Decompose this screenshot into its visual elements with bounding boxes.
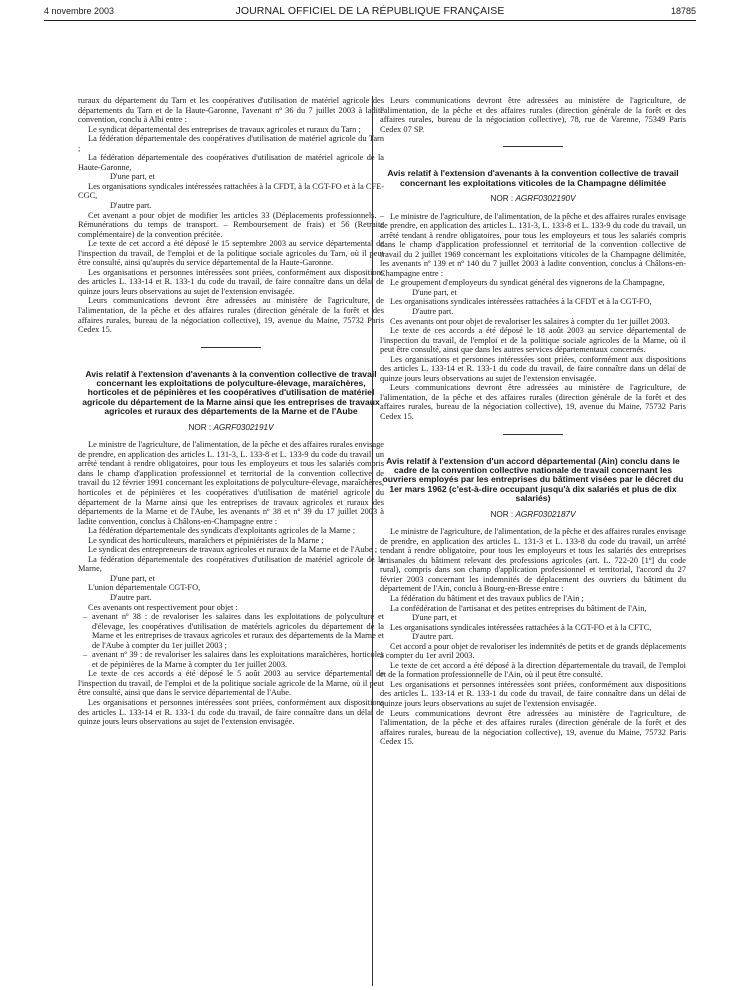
paragraph: D'une part, et bbox=[412, 613, 457, 623]
paragraph: Leurs communications devront être adressées au ministère de l'agriculture, de l'alimentation, de la pêche et des affaires rurales (direction générale de la forêt et des affaires rurales, bureau de la négociation collective), 19, avenue du Maine, 75732 Paris Cedex 15. bbox=[78, 296, 384, 335]
paragraph: La confédération de l'artisanat et des petites entreprises du bâtiment de l'Ain, bbox=[390, 603, 647, 613]
paragraph: Le texte de ces accords a été déposé le 5 août 2003 au service départemental de l'inspection du travail, de l'emploi et de la politique sociale agricole de la Marne, où il peut être consulté, ainsi que dans le service départemental de l'Aube. bbox=[78, 669, 384, 698]
page-header bbox=[44, 4, 696, 20]
paragraph: Cet avenant a pour objet de modifier les articles 33 (Déplacements professionnels. – Rémunérations du temps de transport. – Remboursement de frais) et 56 (Retraite complémentaire) de la convention précitée. bbox=[78, 210, 384, 239]
paragraph: Le syndicat départemental des entreprises de travaux agricoles et ruraux du Tarn ; bbox=[88, 124, 361, 134]
paragraph: Cet accord a pour objet de revaloriser les indemnités de petits et de grands déplacements à compter du 1er avril 2003. bbox=[380, 641, 686, 661]
left-column bbox=[78, 96, 384, 727]
paragraph: Le texte de cet accord a été déposé le 15 septembre 2003 au service départemental de l'inspection du travail, de l'emploi et de la politique sociale agricoles du Tarn, où il peut être consulté, ainsi qu'auprès du service départemental de la Haute-Garonne. bbox=[78, 239, 384, 268]
nor-code: AGRF0302191V bbox=[213, 422, 274, 432]
column-divider bbox=[372, 96, 373, 986]
paragraph: Le ministre de l'agriculture, de l'alimentation, de la pêche et des affaires rurales envisage de prendre, en application des articles L. 131-3 et L. 133-8 du code du travail, un arrêté tendant à rendre obligatoire, pour tous les employeurs et tous les salariés des entreprises artisanales du bâtiment relevant des professions agricoles (art. L. 722-20 [1º] du code rural), compris dans son champ d'application professionnel et territorial, l'accord du 27 février 2003 concernant les indemnités de déplacement des ouvriers du bâtiment du département de l'Ain, conclu à Bourg-en-Bresse entre : bbox=[380, 527, 686, 594]
paragraph: La fédération départementale des coopératives d'utilisation de matériel agricole du Tarn ; bbox=[78, 134, 384, 153]
nor-reference bbox=[380, 194, 686, 204]
paragraph: Le texte de cet accord a été déposé à la direction départementale du travail, de l'emploi et de la formation professionnelle de l'Ain, où il peut être consulté. bbox=[380, 660, 686, 680]
section-separator bbox=[503, 434, 563, 435]
paragraph: Les organisations syndicales intéressées rattachées à la CGT-FO et à la CFTC, bbox=[390, 622, 652, 632]
journal-title: JOURNAL OFFICIEL DE LA RÉPUBLIQUE FRANÇAISE bbox=[235, 5, 505, 17]
section-separator bbox=[201, 347, 261, 348]
nor-reference bbox=[380, 510, 686, 520]
paragraph: Les organisations et personnes intéressées sont priées, conformément aux dispositions des articles L. 133-14 et R. 133-1 du code du travail, de faire connaître dans un délai de quinze jours leurs observations au sujet de l'extension envisagée. bbox=[380, 354, 686, 383]
paragraph: D'une part, et bbox=[110, 573, 155, 583]
paragraph: D'autre part. bbox=[412, 632, 454, 642]
notice-heading: Avis relatif à l'extension d'un accord départemental (Ain) conclu dans le cadre de la convention collective nationale de travail concernant les ouvriers employés par les entreprises du bâtiment visées par le décret du 1er mars 1962 (c'est-à-dire occupant jusqu'à dix salariés et plus de dix salariés) bbox=[382, 455, 684, 504]
nor-label: NOR : bbox=[188, 422, 212, 432]
paragraph: D'une part, et bbox=[412, 287, 457, 297]
paragraph: D'autre part. bbox=[110, 593, 152, 602]
paragraph: Les organisations syndicales intéressées rattachées à la CFDT, à la CGT-FO et à la CFE-CGC, bbox=[78, 181, 384, 201]
paragraph: D'autre part. bbox=[110, 201, 152, 211]
page-number: 18785 bbox=[670, 6, 696, 16]
paragraph: Le ministre de l'agriculture, de l'alimentation, de la pêche et des affaires rurales envisage de prendre, en application des articles L. 131-3, L. 133-8 et L. 133-9 du code du travail, un arrêté tendant à rendre obligatoires, pour tous les employeurs et tous les salariés compris dans le champ d'application professionnel et territorial de la convention collective de travail du 12 février 1991 concernant les exploitations de polyculture-élevage, maraîchères, horticoles et de pépinières et les coopératives d'utilisation de matériel agricole du département de la Marne ainsi que les entreprises de travaux agricoles et ruraux des départements de la Marne et de l'Aube, les avenants nº 38 et nº 39 du 17 juillet 2003 à ladite convention, conclus à Châlons-en-Champagne entre : bbox=[78, 440, 384, 526]
nor-label: NOR : bbox=[490, 509, 514, 519]
paragraph: La fédération départementale des syndicats d'exploitants agricoles de la Marne ; bbox=[88, 526, 356, 536]
list-item: – avenant nº 39 : de revaloriser les salaires dans les exploitations maraîchères, horticoles et de pépinières de la Marne à compter du 1er juillet 2003. bbox=[78, 650, 384, 669]
notice-heading: Avis relatif à l'extension d'avenants à la convention collective de travail concernant les exploitations viticoles de la Champagne délimitée bbox=[387, 168, 679, 188]
paragraph: L'union départementale CGT-FO, bbox=[88, 583, 201, 593]
paragraph: Le groupement d'employeurs du syndicat général des vignerons de la Champagne, bbox=[390, 278, 665, 288]
right-column bbox=[380, 96, 686, 747]
paragraph: La fédération départementale des coopératives d'utilisation de matériel agricole de la Haute-Garonne, bbox=[78, 153, 384, 172]
header-rule bbox=[44, 20, 696, 21]
paragraph: Le ministre de l'agriculture, de l'alimentation, de la pêche et des affaires rurales envisage de prendre, en application des articles L. 131-3, L. 133-8 et L. 133-9 du code du travail, un arrêté tendant à rendre obligatoires, pour tous les employeurs et tous les salariés compris dans le champ d'application professionnel et territorial de la convention collective de travail du 2 juillet 1969 concernant les exploitations viticoles de la Champagne délimitée, les avenants nº 139 et nº 140 du 7 juillet 2003 à ladite convention, conclus à Châlons-en-Champagne entre : bbox=[380, 211, 686, 278]
nor-code: AGRF0302187V bbox=[515, 509, 576, 519]
nor-reference bbox=[78, 423, 384, 433]
nor-code: AGRF0302190V bbox=[515, 194, 576, 203]
paragraph: Ces avenants ont pour objet de revaloriser les salaires à compter du 1er juillet 2003. bbox=[390, 316, 670, 326]
paragraph: La fédération départementale des coopératives d'utilisation de matériel agricole de la Marne, bbox=[78, 554, 384, 574]
paragraph: Leurs communications devront être adressées au ministère de l'agriculture, de l'alimentation, de la pêche et des affaires rurales (direction générale de la forêt et des affaires rurales, bureau de la négociation collective), 78, rue de Varenne, 75349 Paris Cedex 07 SP. bbox=[380, 96, 686, 134]
notice-heading: Avis relatif à l'extension d'avenants à la convention collective de travail concernant les exploitations de polyculture-élevage, maraîchères, horticoles et de pépinières et les coopératives d'utilisation de matériel agricole du département de la Marne ainsi que les entreprises de travaux agricoles et ruraux des départements de la Marne et de l'Aube bbox=[82, 368, 380, 417]
paragraph: Leurs communications devront être adressées au ministère de l'agriculture, de l'alimentation, de la pêche et des affaires rurales (direction générale de la forêt et des affaires rurales, bureau de la négociation collective), 19, avenue du Maine, 75732 Paris Cedex 15. bbox=[380, 708, 686, 747]
paragraph: Les organisations et personnes intéressées sont priées, conformément aux dispositions des articles L. 133-14 et R. 133-1 du code du travail, de faire connaître dans un délai de quinze jours leurs observations au sujet de l'extension envisagée. bbox=[78, 698, 384, 727]
paragraph: Le syndicat des horticulteurs, maraîchers et pépiniéristes de la Marne ; bbox=[88, 535, 324, 545]
paragraph: Les organisations syndicales intéressées rattachées à la CFDT et à la CGT-FO, bbox=[390, 297, 652, 307]
issue-date: 4 novembre 2003 bbox=[44, 6, 115, 16]
section-separator bbox=[503, 146, 563, 147]
list-item: – avenant nº 38 : de revaloriser les salaires dans les exploitations de polyculture et d'élevage, les coopératives d'utilisation de matériels agricoles du département de la Marne et les entreprises de travaux agricoles et ruraux des départements de la Marne et de l'Aube à compter du 1er juillet 2003 ; bbox=[78, 612, 384, 650]
paragraph: Le syndicat des entrepreneurs de travaux agricoles et ruraux de la Marne et de l'Aube ; bbox=[88, 545, 378, 555]
paragraph: Le texte de ces accords a été déposé le 18 août 2003 au service départemental de l'inspection du travail, de l'emploi et de la politique sociale agricoles de la Marne, où il peut être consulté, ainsi que dans les autres services départementaux concernés. bbox=[380, 326, 686, 355]
paragraph: D'une part, et bbox=[110, 172, 155, 182]
nor-label: NOR : bbox=[490, 194, 514, 203]
paragraph: Les organisations et personnes intéressées sont priées, conformément aux dispositions des articles L. 133-14 et R. 133-1 du code du travail, de faire connaître dans un délai de quinze jours leurs observations au sujet de l'extension envisagée. bbox=[78, 267, 384, 296]
paragraph: Ces avenants ont respectivement pour objet : bbox=[88, 602, 238, 612]
paragraph: Les organisations et personnes intéressées sont priées, conformément aux dispositions des articles L. 133-14 et R. 133-1 du code du travail, de faire connaître dans un délai de quinze jours leurs observations au sujet de l'extension envisagée. bbox=[380, 679, 686, 708]
paragraph: ruraux du département du Tarn et les coopératives d'utilisation de matériel agricole des départements du Tarn et de la Haute-Garonne, l'avenant nº 36 du 7 juillet 2003 à ladite convention, conclu à Albi entre : bbox=[78, 96, 384, 125]
paragraph: La fédération du bâtiment et des travaux publics de l'Ain ; bbox=[390, 593, 584, 603]
paragraph: D'autre part. bbox=[412, 307, 454, 317]
paragraph: Leurs communications devront être adressées au ministère de l'agriculture, de l'alimentation, de la pêche et des affaires rurales (direction générale de la forêt et des affaires rurales, bureau de la négociation collective), 19, avenue du Maine, 75732 Paris Cedex 15. bbox=[380, 383, 686, 422]
